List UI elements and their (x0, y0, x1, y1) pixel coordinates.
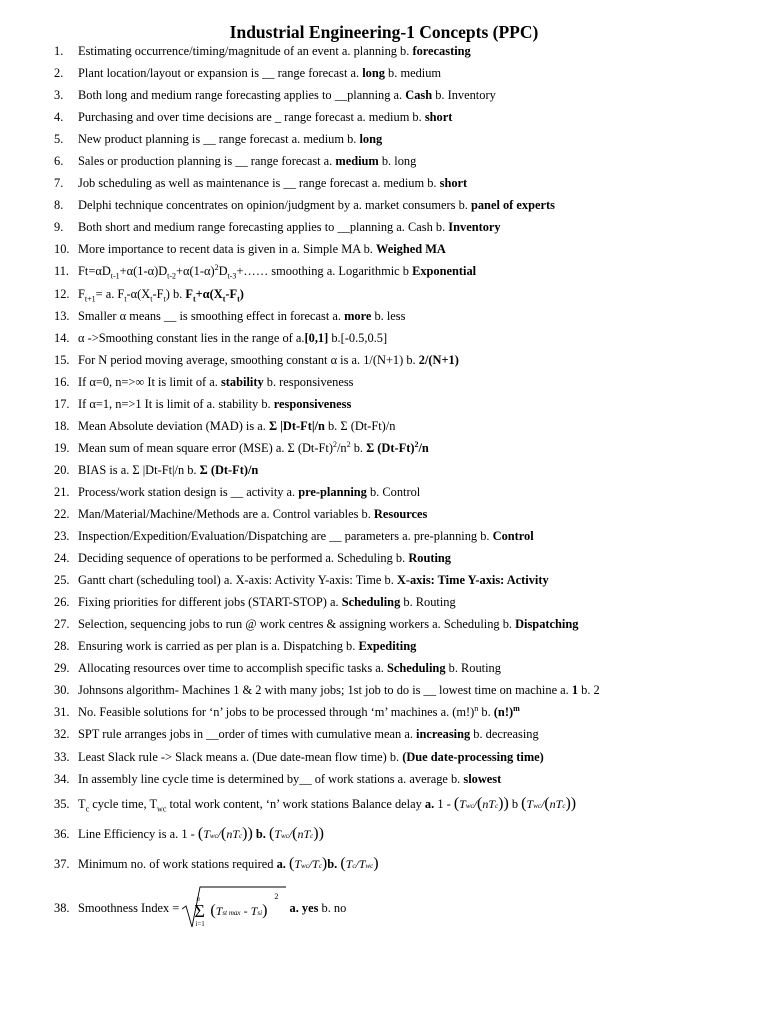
question-text: For N period moving average, smoothing constant α is a. 1/(N+1) b. (78, 352, 419, 367)
option-text: b. Routing (400, 595, 456, 610)
answer-text: 2/(N+1) (418, 352, 459, 367)
item-number: 35. (54, 796, 70, 811)
item-number: 34. (54, 771, 70, 786)
list-item: 31. No. Feasible solutions for ‘n’ jobs to be processed through ‘m’ machines a. $(m!)^n$ b. $(n!)^m$ (0, 701, 768, 723)
option-text: b. long (378, 154, 417, 169)
item-number: 5. (54, 132, 64, 147)
question-text: Allocating resources over time to accomplish specific tasks a. (78, 661, 387, 676)
question-text: Gantt chart (scheduling tool) a. X-axis: Activity Y-axis: Time b. (78, 573, 397, 588)
answer-text: $F_t+\alpha(X_t-F_t)$ (185, 286, 244, 303)
answer-text: $(n!)^m$ (493, 704, 520, 720)
question-text: More importance to recent data is given in a. Simple MA b. (78, 242, 376, 257)
answer-text: X-axis: Time Y-axis: Activity (396, 573, 549, 588)
item-number: 24. (54, 551, 70, 566)
item-number: 32. (54, 727, 70, 742)
item-number: 36. (54, 826, 70, 841)
list-item: 36. Line Efficiency is a. 1 - (Twc/(nTc)) b. (Twc/(nTc)) (0, 822, 768, 846)
item-number: 27. (54, 617, 70, 632)
answer-text: slowest (463, 771, 502, 786)
answer-text: a. yes (289, 900, 319, 915)
question-text: Deciding sequence of operations to be performed a. Scheduling b. (78, 551, 409, 566)
item-number: 11. (54, 264, 70, 279)
answer-text: more (344, 308, 372, 323)
answer-text: Resources (373, 506, 428, 521)
item-number: 9. (54, 220, 64, 235)
item-number: 21. (54, 484, 70, 499)
item-number: 16. (54, 374, 70, 389)
option-text: b.[-0.5,0.5] (328, 330, 388, 345)
answer-text: short (424, 110, 453, 125)
question-text: Purchasing and over time decisions are _ range forecast a. medium b. (78, 110, 425, 125)
list-item (0, 194, 768, 216)
list-item (0, 84, 768, 106)
list-item: 11. $Ft=\alpha D_{t-1}+\alpha(1-\alpha)D_{t-2}+\alpha(1-\alpha)^2D_{t-3}+\dots\dots$ smoothing a. Logarithmic b Exponential (0, 260, 768, 282)
question-text: Johnsons algorithm- Machines 1 & 2 with many jobs; 1st job to do is __ lowest time on machine a. (78, 683, 572, 698)
item-number: 4. (54, 110, 64, 125)
list-item (0, 393, 768, 415)
option-text: b. Control (366, 484, 421, 499)
answer-text: long (362, 66, 385, 81)
item-number: 17. (54, 396, 70, 411)
option-text: b. 2 (578, 683, 600, 698)
question-text: Both long and medium range forecasting applies to __planning a. (78, 88, 406, 103)
question-text: Mean Absolute deviation (MAD) is a. (78, 418, 269, 433)
item-number: 3. (54, 88, 64, 103)
question-text: Sales or production planning is __ range forecast a. (78, 154, 336, 169)
list-item (0, 40, 768, 62)
list-item: 35. $T_c$ cycle time, $T_{wc}$ total work content, ‘n’ work stations Balance delay a. 1 - (Twc/(nTc)) b (Twc/(nTc)) (0, 792, 768, 816)
answer-text: Σ (Dt-Ft)/n (199, 462, 259, 477)
item-number: 30. (54, 683, 70, 698)
item-number: 14. (54, 330, 70, 345)
list-item (0, 216, 768, 238)
answer-text: panel of experts (470, 198, 555, 213)
question-text: Process/work station design is __ activity a. (78, 484, 299, 499)
answer-text: Inventory (448, 220, 501, 235)
answer-text: increasing (416, 727, 471, 742)
list-item (0, 371, 768, 393)
list-item (0, 635, 768, 657)
list-item (0, 238, 768, 260)
list-item (0, 305, 768, 327)
list-item: 12. $F_{t+1}= a$. $F_t-\alpha(X_t-F_t)$ b. $F_t+\alpha(X_t-F_t)$ (0, 283, 768, 305)
answer-text: stability (220, 374, 264, 389)
question-text: Least Slack rule -> Slack means a. (Due date-mean flow time) b. (78, 749, 403, 764)
item-number: 2. (54, 66, 64, 81)
list-item (0, 679, 768, 701)
question-text: Fixing priorities for different jobs (START-STOP) a. (78, 595, 342, 610)
answer-text: Routing (408, 551, 452, 566)
question-text: Delphi technique concentrates on opinion/judgment by a. market consumers b. (78, 198, 471, 213)
answer-text: responsiveness (273, 396, 352, 411)
item-number: 8. (54, 198, 64, 213)
page-title: Industrial Engineering-1 Concepts (PPC) (229, 22, 539, 42)
option-text: b. responsiveness (263, 374, 354, 389)
list-item (0, 150, 768, 172)
answer-text: Scheduling (386, 661, 446, 676)
list-item (0, 746, 768, 768)
question-text: Estimating occurrence/timing/magnitude of an event a. planning b. (78, 44, 413, 58)
list-item (0, 569, 768, 591)
item-number: 15. (54, 352, 70, 367)
option-text: b. Inventory (432, 88, 496, 103)
list-item (0, 62, 768, 84)
question-text: α ->Smoothing constant lies in the range of a. (78, 330, 305, 345)
option-text: b. no (318, 900, 347, 915)
list-item (0, 503, 768, 525)
question-text: Man/Material/Machine/Methods are a. Control variables b. (78, 506, 374, 521)
answer-text: Exponential (412, 264, 477, 279)
item-number: 26. (54, 595, 70, 610)
list-item (0, 106, 768, 128)
question-text: Job scheduling as well as maintenance is __ range forecast a. medium b. (78, 176, 440, 191)
question-text: Inspection/Expedition/Evaluation/Dispatching are __ parameters a. pre-planning b. (78, 529, 493, 544)
item-number: 6. (54, 154, 64, 169)
answer-text: Σ $(Dt-Ft)^2/n$ (366, 439, 429, 455)
list-item (0, 459, 768, 481)
option-text: b. medium (384, 66, 442, 81)
answer-text: Dispatching (515, 617, 579, 632)
answer-text: Expediting (358, 639, 417, 654)
item-number: 25. (54, 573, 70, 588)
option-text: b. Routing (445, 661, 501, 676)
list-item: 19. Mean sum of mean square error (MSE) a. Σ $(Dt-Ft)^2/n^2$ b. Σ $(Dt-Ft)^2/n$ (0, 437, 768, 459)
list-item (0, 415, 768, 437)
question-text: Plant location/layout or expansion is __ range forecast a. (78, 66, 363, 81)
item-number: 38. (54, 900, 70, 915)
list-item (0, 525, 768, 547)
question-text: In assembly line cycle time is determined by__ of work stations a. average b. (78, 771, 464, 786)
list-item (0, 613, 768, 635)
smoothness-formula: n Σ i=1 (Tst max - Tsi) 2 (182, 889, 286, 929)
item-number: 29. (54, 661, 70, 676)
answer-text: long (359, 132, 383, 147)
item-number: 10. (54, 242, 70, 257)
answer-text: 1 (571, 683, 579, 698)
question-text: SPT rule arranges jobs in __order of times with cumulative mean a. (78, 727, 417, 742)
answer-text: Weighed MA (376, 242, 446, 257)
question-text: BIAS is a. Σ |Dt-Ft|/n b. (78, 462, 200, 477)
list-item (0, 768, 768, 790)
question-text: Ensuring work is carried as per plan is a. Dispatching b. (78, 639, 359, 654)
list-item (0, 172, 768, 194)
answer-text: [0,1] (304, 330, 329, 345)
item-number: 33. (54, 749, 70, 764)
question-text: Selection, sequencing jobs to run @ work centres & assigning workers a. Scheduling b. (78, 617, 516, 632)
question-list (0, 40, 768, 936)
answer-text: forecasting (412, 44, 471, 58)
item-number: 1. (54, 44, 64, 58)
answer-text: short (439, 176, 468, 191)
question-text: If α=1, n=>1 It is limit of a. stability b. (78, 396, 274, 411)
item-number: 7. (54, 176, 64, 191)
list-item (0, 349, 768, 371)
answer-text: Cash (405, 88, 433, 103)
list-item (0, 723, 768, 745)
item-number: 18. (54, 418, 70, 433)
answer-text: Σ |Dt-Ft|/n (269, 418, 325, 433)
question-text: Both short and medium range forecasting applies to __planning a. Cash b. (78, 220, 449, 235)
question-text: New product planning is __ range forecast a. medium b. (78, 132, 360, 147)
answer-text: Control (492, 529, 534, 544)
list-item: 38. Smoothness Index = n Σ i=1 (Tst max - Tsi) 2 a. yes b. no (0, 880, 768, 936)
item-number: 13. (54, 308, 70, 323)
option-text: b. less (371, 308, 406, 323)
option-text: b. decreasing (470, 727, 539, 742)
item-number: 19. (54, 440, 70, 455)
answer-text: medium (335, 154, 379, 169)
list-item (0, 481, 768, 503)
list-item (0, 657, 768, 679)
item-number: 12. (54, 286, 70, 301)
item-number: 23. (54, 529, 70, 544)
list-item (0, 591, 768, 613)
list-item (0, 128, 768, 150)
list-item (0, 547, 768, 569)
question-text: Smaller α means __ is smoothing effect in forecast a. (78, 308, 345, 323)
item-number: 22. (54, 506, 70, 521)
question-text: If α=0, n=>∞ It is limit of a. (78, 374, 221, 389)
list-item (0, 327, 768, 349)
answer-text: Scheduling (341, 595, 401, 610)
answer-text: pre-planning (298, 484, 367, 499)
item-number: 20. (54, 462, 70, 477)
option-text: b. Σ (Dt-Ft)/n (324, 418, 396, 433)
answer-text: (Due date-processing time) (402, 749, 544, 764)
item-number: 28. (54, 639, 70, 654)
item-number: 31. (54, 705, 70, 720)
list-item: 37. Minimum no. of work stations required a. (Twc/Tc)b. (Tc/Twc) (0, 852, 768, 876)
item-number: 37. (54, 856, 70, 871)
